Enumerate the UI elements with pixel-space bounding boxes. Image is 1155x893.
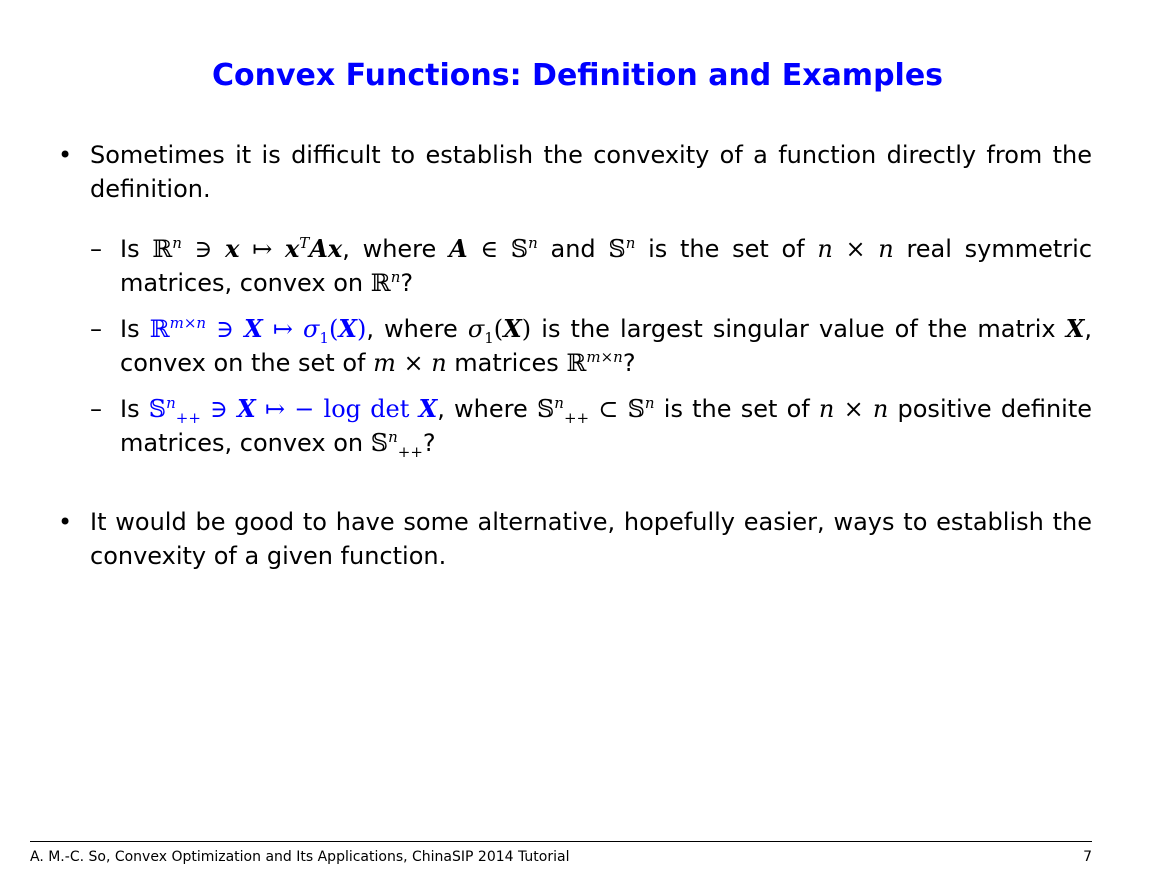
sub-bullet-item	[90, 392, 1092, 460]
math-sup: n	[644, 394, 655, 412]
text-is: Is	[120, 235, 140, 263]
text-desc: is the set of	[635, 235, 818, 263]
math-x: x	[225, 234, 240, 263]
math-in-sn: ∈ 𝕊	[467, 235, 529, 263]
sub-bullet-marker: –	[90, 395, 102, 423]
sub-bullet-item	[90, 232, 1092, 300]
math-sup: m×n	[586, 348, 623, 366]
math-sub: ++	[397, 442, 423, 461]
math-sub: 1	[484, 328, 494, 347]
math-sup: n	[528, 234, 538, 252]
bullet-item	[58, 138, 1092, 206]
math-ni: ∋	[206, 315, 245, 343]
footer-citation: A. M.-C. So, Convex Optimization and Its Applications, ChinaSIP 2014 Tutorial	[30, 849, 570, 865]
math-sn: 𝕊	[608, 235, 626, 263]
math-paren: (	[493, 315, 504, 343]
math-reals: ℝ	[566, 349, 587, 377]
math-spd: 𝕊	[370, 429, 389, 457]
page-number: 7	[1083, 849, 1092, 865]
math-x-matrix: X	[1065, 314, 1085, 343]
math-spd: 𝕊	[148, 395, 167, 423]
math-paren: (	[328, 315, 339, 343]
text-desc: positive definite matrices, convex on	[120, 395, 1093, 457]
text-desc: is the set of	[654, 395, 819, 423]
math-sub: ++	[563, 408, 590, 427]
math-sup: T	[299, 234, 310, 252]
text-q: ?	[622, 349, 636, 377]
math-neglogdet: − log det	[294, 395, 419, 423]
sub-bullet-marker: –	[90, 235, 102, 263]
text-where: , where	[366, 315, 468, 343]
math-paren: )	[521, 315, 532, 343]
math-subset: ⊂ 𝕊	[589, 395, 645, 423]
math-sub: ++	[175, 408, 201, 427]
text-desc: is the largest singular value of the matrix	[531, 315, 1066, 343]
sub-bullet-item	[90, 312, 1092, 380]
sub-bullet-text	[120, 312, 1092, 380]
math-ax: Ax	[309, 234, 343, 263]
math-sub: 1	[319, 328, 329, 347]
math-x-matrix: X	[503, 314, 522, 343]
math-sup: n	[554, 394, 564, 412]
math-x-matrix: X	[237, 394, 256, 423]
math-sigma: σ	[467, 315, 485, 343]
bullet-text: It would be good to have some alternative, hopefully easier, ways to establish the convexity of a given function.	[90, 508, 1092, 570]
math-spd: 𝕊	[536, 395, 555, 423]
math-sup: n	[166, 394, 176, 412]
text-desc: real symmetric matrices, convex on	[120, 235, 1093, 297]
math-sup: n	[388, 428, 398, 446]
math-mapsto: ↦	[239, 235, 285, 263]
math-sigma: σ	[303, 315, 320, 343]
bullet-item	[58, 505, 1092, 573]
sub-bullet-text	[120, 392, 1092, 460]
text-desc: , convex on the set of	[120, 315, 1092, 377]
text-desc: matrices	[446, 349, 567, 377]
math-x-matrix: X	[338, 314, 357, 343]
math-sup: n	[625, 234, 636, 252]
text-is: Is	[120, 395, 149, 423]
bullet-marker: •	[58, 508, 73, 536]
math-ni: ∋	[200, 395, 238, 423]
math-sup: n	[172, 234, 182, 252]
math-mxn: m × n	[373, 349, 447, 377]
bullet-text: Sometimes it is difficult to establish the convexity of a function directly from the definition.	[90, 141, 1092, 203]
math-sup: m×n	[169, 314, 207, 332]
math-x-matrix: X	[244, 314, 263, 343]
bullet-marker: •	[58, 141, 73, 169]
math-ni: ∋	[181, 235, 226, 263]
math-mapsto: ↦	[262, 315, 303, 343]
sub-bullet-text	[120, 232, 1092, 300]
math-nxn: n × n	[817, 235, 894, 263]
math-x-matrix: X	[418, 394, 438, 423]
text-is: Is	[120, 315, 150, 343]
text-q: ?	[422, 429, 436, 457]
sub-bullet-marker: –	[90, 315, 102, 343]
math-sup: n	[390, 268, 401, 286]
math-reals: ℝ	[149, 315, 170, 343]
math-nxn: n × n	[818, 395, 889, 423]
math-x: x	[284, 234, 300, 263]
text-where: , where	[342, 235, 449, 263]
math-mapsto: ↦	[255, 395, 295, 423]
math-a: A	[449, 234, 468, 263]
text-where: , where	[437, 395, 537, 423]
text-q: ?	[400, 269, 414, 297]
slide-title: Convex Functions: Definition and Examples	[211, 58, 944, 93]
text-and: and	[537, 235, 609, 263]
math-paren: )	[356, 315, 367, 343]
math-reals: ℝ	[152, 235, 173, 263]
footer-divider	[30, 841, 1092, 842]
math-reals: ℝ	[370, 269, 391, 297]
